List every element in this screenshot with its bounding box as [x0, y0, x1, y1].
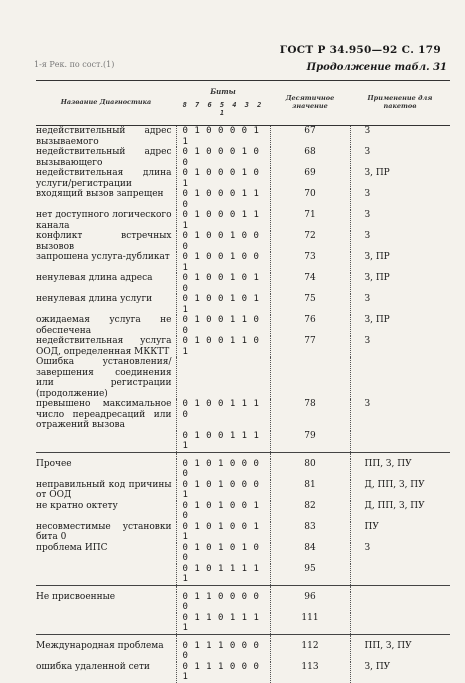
- row-bits: 0 1 0 0 1 0 0 1: [176, 252, 270, 273]
- row-bits: 0 1 1 0 1 1 1 1: [176, 613, 270, 635]
- table-row: [36, 147, 450, 168]
- row-bits: 0 1 0 1 0 0 1 0: [176, 501, 270, 522]
- row-decimal: 84: [270, 543, 350, 564]
- table-row: [36, 613, 450, 635]
- row-description: недействительный адрес вызывающего: [36, 147, 172, 168]
- col-decimal-header: Десятичное значение: [270, 81, 350, 126]
- table-group-3: [36, 585, 450, 634]
- row-description: Прочее: [36, 458, 72, 469]
- col-bits-header: [176, 81, 270, 126]
- table-row: [36, 336, 450, 357]
- row-bits: 0 1 0 0 0 1 0 1: [176, 168, 270, 189]
- row-usage: З, ПР: [350, 273, 450, 294]
- row-usage: ПУ: [350, 522, 450, 543]
- row-decimal: 76: [270, 315, 350, 336]
- row-decimal: 113: [270, 662, 350, 683]
- table-row: [36, 189, 450, 210]
- table-row: [36, 399, 450, 431]
- row-usage: З: [350, 336, 450, 357]
- row-usage: ПП, З, ПУ: [350, 641, 450, 662]
- row-usage: [350, 357, 450, 399]
- row-description: конфликт встречных вызовов: [36, 231, 172, 252]
- row-bits: 0 1 0 0 0 1 1 1: [176, 210, 270, 231]
- row-decimal: 81: [270, 480, 350, 501]
- row-description: запрошена услуга-дубликат: [36, 252, 170, 262]
- table-row: [36, 210, 450, 231]
- row-description: превышено максимальное число переадресаций или отражений вызова: [36, 399, 172, 430]
- table-row: [36, 273, 450, 294]
- row-bits: 0 1 0 1 1 1 1 1: [176, 564, 270, 586]
- row-description: [36, 431, 176, 453]
- row-description: ожидаемая услуга не обеспечена: [36, 315, 172, 336]
- row-description: Ошибка установления/завершения соединения или регистрации (продолжение): [36, 357, 172, 399]
- row-bits: 0 1 0 0 1 0 1 0: [176, 273, 270, 294]
- col-name-header: Название Диагностика: [36, 81, 176, 126]
- faint-left-note: 1-я Рек. по сост.(1): [34, 60, 115, 69]
- table-row: [36, 231, 450, 252]
- row-usage: З, ПР: [350, 252, 450, 273]
- row-decimal: 112: [270, 641, 350, 662]
- row-decimal: 68: [270, 147, 350, 168]
- table-row: [36, 357, 450, 399]
- row-usage: [350, 564, 450, 586]
- row-decimal: 95: [270, 564, 350, 586]
- row-description: Международная проблема: [36, 640, 164, 651]
- row-bits: 0 1 0 0 1 1 0 1: [176, 336, 270, 357]
- row-bits: 0 1 0 1 0 0 0 0: [176, 459, 270, 480]
- table-group-1: [36, 126, 450, 453]
- row-usage: З, ПР: [350, 315, 450, 336]
- row-usage: [350, 613, 450, 635]
- table-row: [36, 459, 450, 480]
- row-description: ненулевая длина адреса: [36, 273, 153, 283]
- table-row: [36, 315, 450, 336]
- page-header: ГОСТ Р 34.950—92 С. 179: [279, 44, 441, 56]
- row-decimal: 80: [270, 459, 350, 480]
- bits-numbers: 8 7 6 5 4 3 2 1: [182, 100, 264, 118]
- row-decimal: 82: [270, 501, 350, 522]
- row-description: [36, 564, 176, 586]
- row-usage: З, ПР: [350, 168, 450, 189]
- table-row: [36, 294, 450, 315]
- row-decimal: [270, 357, 350, 399]
- row-usage: З: [350, 294, 450, 315]
- row-decimal: 74: [270, 273, 350, 294]
- table-row: [36, 501, 450, 522]
- table-row: [36, 126, 450, 148]
- table-row: [36, 168, 450, 189]
- row-usage: З: [350, 147, 450, 168]
- row-description: Не присвоенные: [36, 591, 116, 602]
- table-row: [36, 431, 450, 453]
- row-usage: [350, 592, 450, 613]
- row-description: ненулевая длина услуги: [36, 294, 153, 304]
- row-bits: 0 1 1 1 0 0 0 0: [176, 641, 270, 662]
- table-continuation-title: Продолжение табл. 31: [306, 62, 447, 73]
- row-usage: З: [350, 231, 450, 252]
- row-usage: З: [350, 399, 450, 431]
- diagnostics-table: [36, 80, 450, 683]
- row-bits: 0 1 0 0 1 1 1 0: [176, 399, 270, 431]
- row-decimal: 70: [270, 189, 350, 210]
- row-decimal: 73: [270, 252, 350, 273]
- row-bits: 0 1 0 0 0 0 1 1: [176, 126, 270, 148]
- row-decimal: 79: [270, 431, 350, 453]
- row-usage: ПП, З, ПУ: [350, 459, 450, 480]
- row-usage: [350, 431, 450, 453]
- row-decimal: 96: [270, 592, 350, 613]
- row-description: недействительная длина услуги/регистрации: [36, 168, 172, 189]
- row-bits: 0 1 0 0 0 1 0 0: [176, 147, 270, 168]
- row-usage: З: [350, 189, 450, 210]
- row-bits: 0 1 0 1 0 0 1 1: [176, 522, 270, 543]
- table-row: [36, 641, 450, 662]
- row-description: ошибка удаленной сети: [36, 661, 150, 672]
- table-row: [36, 592, 450, 613]
- row-description: неправильный код причины от ООД: [36, 479, 172, 500]
- row-decimal: 71: [270, 210, 350, 231]
- row-bits: 0 1 0 1 0 1 0 0: [176, 543, 270, 564]
- table-header-row: [36, 81, 450, 126]
- row-description: входящий вызов запрещен: [36, 189, 164, 199]
- row-usage: Д, ПП, З, ПУ: [350, 501, 450, 522]
- row-decimal: 83: [270, 522, 350, 543]
- table-row: [36, 662, 450, 683]
- row-bits: 0 1 0 0 1 1 0 0: [176, 315, 270, 336]
- row-description: не кратно октету: [36, 500, 118, 511]
- row-bits: 0 1 0 0 0 1 1 0: [176, 189, 270, 210]
- row-decimal: 75: [270, 294, 350, 315]
- row-usage: З: [350, 543, 450, 564]
- row-decimal: 78: [270, 399, 350, 431]
- row-decimal: 67: [270, 126, 350, 148]
- row-bits: 0 1 0 0 1 0 1 1: [176, 294, 270, 315]
- bits-title: Биты: [210, 87, 236, 97]
- row-bits: 0 1 0 0 1 0 0 0: [176, 231, 270, 252]
- table-row: [36, 564, 450, 586]
- row-bits: [176, 357, 270, 399]
- table-row: [36, 480, 450, 501]
- row-description: [36, 613, 176, 635]
- row-usage: Д, ПП, З, ПУ: [350, 480, 450, 501]
- table-row: [36, 543, 450, 564]
- row-usage: З: [350, 210, 450, 231]
- row-description: нет доступного логического канала: [36, 210, 172, 231]
- row-description: несовместимые установки бита 0: [36, 521, 172, 542]
- table-group-4: [36, 634, 450, 683]
- table-row: [36, 252, 450, 273]
- row-bits: 0 1 1 1 0 0 0 1: [176, 662, 270, 683]
- col-usage-header: Применение для пакетов: [350, 81, 450, 126]
- row-usage: З, ПУ: [350, 662, 450, 683]
- table-group-2: [36, 452, 450, 585]
- row-decimal: 72: [270, 231, 350, 252]
- row-description: недействительный адрес вызываемого: [36, 126, 172, 147]
- row-decimal: 69: [270, 168, 350, 189]
- row-decimal: 77: [270, 336, 350, 357]
- table-row: [36, 522, 450, 543]
- row-bits: 0 1 0 1 0 0 0 1: [176, 480, 270, 501]
- row-description: недействительная услуга ООД, определенная МККТТ: [36, 336, 172, 357]
- row-usage: З: [350, 126, 450, 148]
- row-decimal: 111: [270, 613, 350, 635]
- row-bits: 0 1 0 0 1 1 1 1: [176, 431, 270, 453]
- row-bits: 0 1 1 0 0 0 0 0: [176, 592, 270, 613]
- row-description: проблема ИПС: [36, 542, 108, 553]
